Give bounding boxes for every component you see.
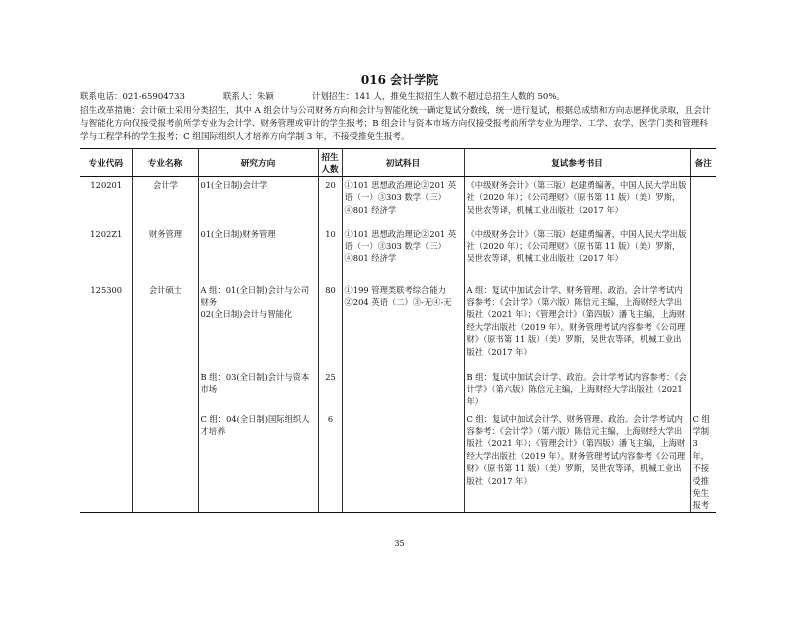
books-group-c: C 组：复试中加试会计学、财务管理、政治。会计学考试内容参考：《会计学》（第六版）陈信元主编，上海财经大学出版社（2021 年）；《管理会计》（第四版）潘飞主编，上海财经大学出版社（2019 年）。财务管理考试内容参考《公司理财》（原书第 11 版）（美）罗斯，吴世农等译，机械工业出版社（2017 年） [466, 413, 686, 486]
direction: 01(全日制)财务管理 [198, 226, 318, 282]
program-code: 1202Z1 [90, 228, 123, 239]
note [690, 282, 716, 513]
direction-a-text2: 02(全日制)会计与智能化 [200, 309, 293, 320]
note-c: C 组学制 3 年，不接受推免生报考 [692, 413, 710, 511]
col-direction: 研究方向 [198, 149, 318, 177]
direction: 01(全日制)会计学 [198, 177, 318, 226]
reference-books [464, 282, 690, 513]
note [690, 226, 716, 282]
enrollment-count [318, 282, 342, 513]
contact-person: 联系人：朱颖 [222, 92, 274, 102]
enrollment-plan: 计划招生：141 人，推免生拟招生人数不超过总招生人数的 50%。 [311, 92, 565, 102]
col-name: 专业名称 [132, 149, 198, 177]
program-code: 125300 [80, 282, 132, 513]
program-table [80, 148, 716, 513]
program-code: 120201 [90, 180, 123, 190]
table-header [80, 149, 716, 177]
direction-group-c: C 组：04(全日制)国际组织人才培养 [200, 413, 310, 436]
col-note: 备注 [690, 149, 716, 177]
table-row [80, 177, 716, 226]
contact-line [80, 90, 603, 102]
phone: 联系电话：021-65904733 [80, 92, 185, 102]
exam-subjects: ①199 管理类联考综合能力②204 英语（二）③-无④-无 [342, 282, 464, 513]
program-name: 财务管理 [132, 226, 198, 282]
col-count: 招生人数 [318, 149, 342, 177]
count-a: 80 [325, 284, 336, 295]
program-name: 会计硕士 [132, 282, 198, 513]
table-row [80, 282, 716, 513]
table-row [80, 226, 716, 282]
enrollment-count: 10 [318, 226, 342, 282]
direction-a-text: A 组：01(全日制)会计与公司财务 [200, 284, 310, 307]
count-b: 25 [325, 371, 336, 382]
page-title: 016 会计学院 [360, 73, 439, 87]
col-exam: 初试科目 [342, 149, 464, 177]
col-books: 复试参考书目 [464, 149, 690, 177]
note [690, 177, 716, 226]
reference-books: 《中级财务会计》（第三版）赵建勇编著，中国人民大学出版社（2020 年）；《公司理财》（原书第 11 版）（美）罗斯，吴世农等译，机械工业出版社（2017 年） [464, 177, 690, 226]
direction [198, 282, 318, 513]
direction-group-a [201, 284, 317, 371]
books-group-b: B 组：复试中加试会计学、政治。会计学考试内容参考：《会计学》（第六版）陈信元主编，上海财经大学出版社（2021 年） [466, 371, 687, 407]
reference-books: 《中级财务会计》（第三版）赵建勇编著，中国人民大学出版社（2020 年）；《公司理财》（原书第 11 版）（美）罗斯，吴世农等译，机械工业出版社（2017 年） [464, 226, 690, 282]
count-c: 6 [327, 413, 334, 424]
books-group-a: A 组：复试中加试会计学、财务管理、政治。会计学考试内容参考：《会计学》（第六版）陈信元主编，上海财经大学出版社（2021 年）；《管理会计》（第四版）潘飞主编，上海财经大学出版社（2019 年）。财务管理考试内容参考《公司理财》（原书第 11 版）（美）罗斯，吴世农等译，机械工业出版社（2017 年） [466, 284, 686, 357]
exam-subjects: ①101 思想政治理论②201 英语（一）③303 数学（三）④801 经济学 [342, 226, 464, 282]
exam-subjects: ①101 思想政治理论②201 英语（一）③303 数学（三）④801 经济学 [342, 177, 464, 226]
enrollment-count: 20 [318, 177, 342, 226]
direction-group-b: B 组：03(全日制)会计与资本市场 [200, 371, 310, 394]
col-code: 专业代码 [80, 149, 132, 177]
page-number: 35 [394, 539, 405, 548]
program-name: 会计学 [132, 177, 198, 226]
reform-measures: 招生改革措施：会计硕士采用分类招生，其中 A 组会计与公司财务方向和会计与智能化统一确定复试分数线，统一进行复试，根据总成绩和方向志愿择优录取，且会计与智能化方向仅接受报考前所学专业为会计学、财务管理或审计的学生报考；B 组会计与资本市场方向仅接受报考前所学专业为理学、工学、农学、医学门类和管理科学与工程学科的学生报考；C 组国际组织人才培养方向学制 3 年，不接受推免生报考。 [80, 106, 711, 142]
